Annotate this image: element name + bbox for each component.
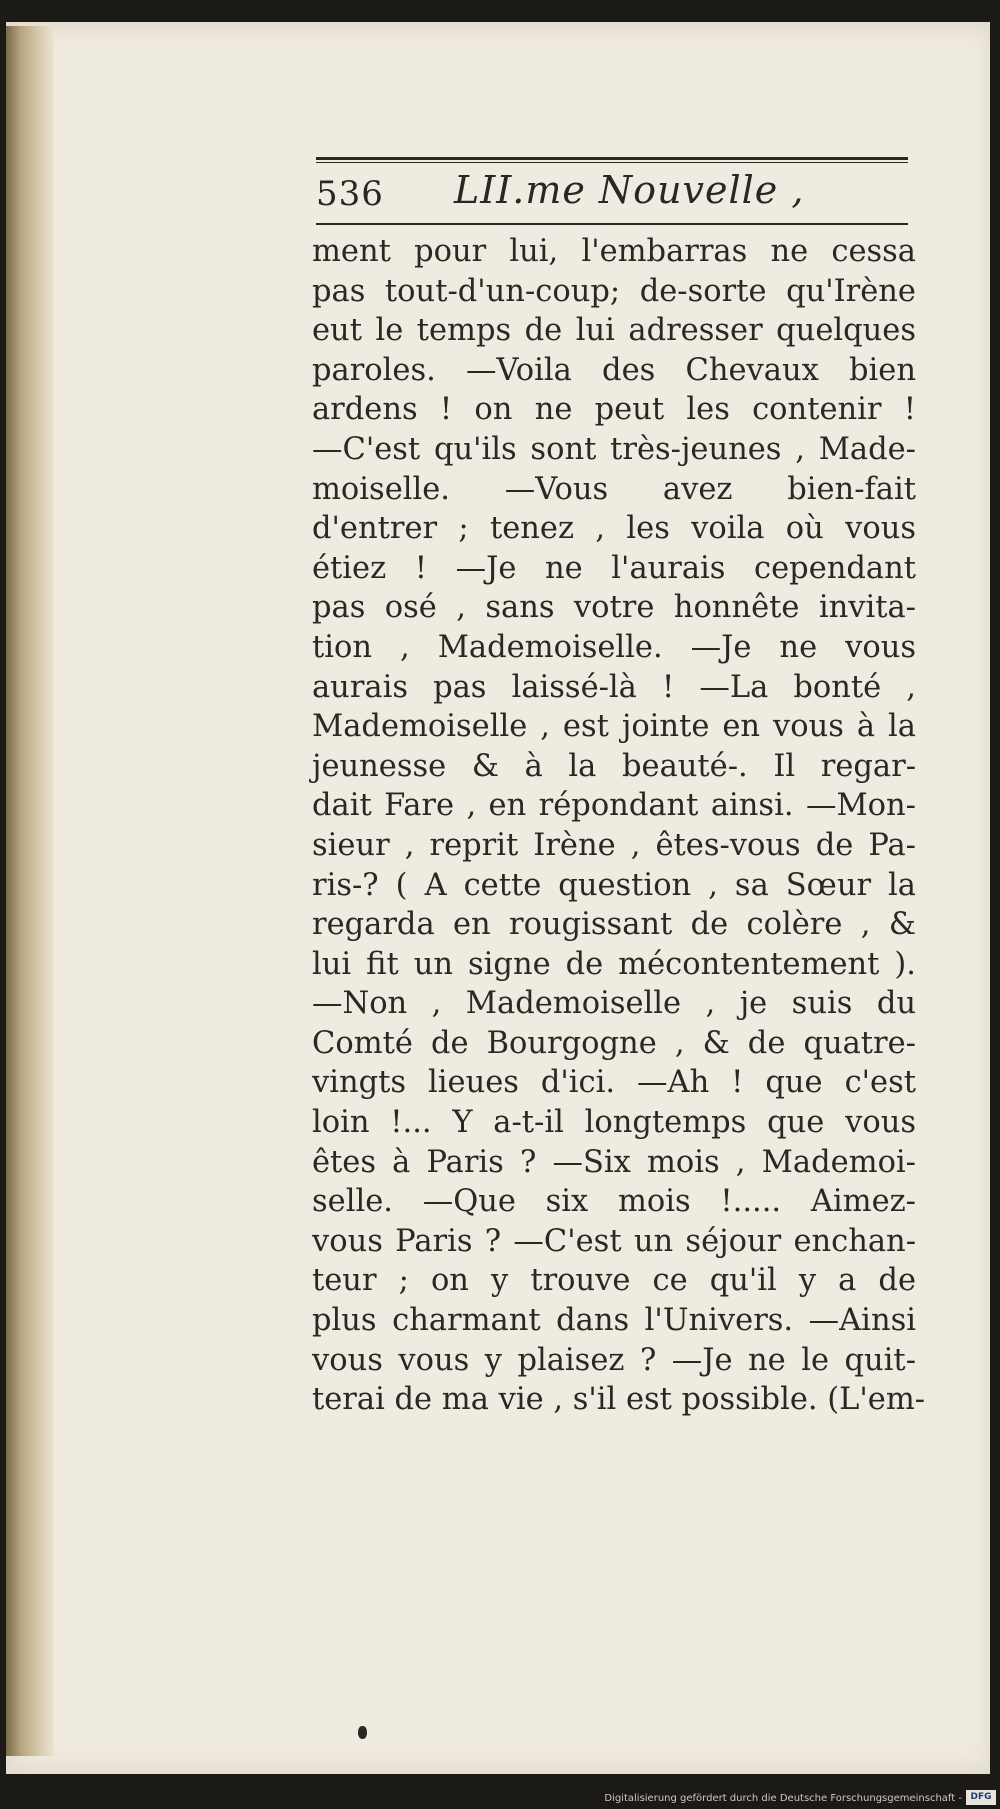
header-rule-top: [316, 157, 908, 160]
text-line: pas osé , sans votre honnête invita-: [312, 590, 916, 626]
body-text: [312, 232, 926, 1420]
text-line: eut le temps de lui adresser quelques: [312, 313, 916, 349]
header-rule-top-thin: [316, 162, 908, 163]
page-header: [316, 168, 908, 220]
text-line: selle. —Que six mois !..... Aimez-: [312, 1184, 916, 1220]
text-line: moiselle. —Vous avez bien-fait: [312, 471, 916, 507]
text-line: vous vous y plaisez ? —Je ne le quit-: [312, 1342, 916, 1378]
text-line: loin !... Y a-t-il longtemps que vous: [312, 1105, 916, 1141]
digitization-credit: Digitalisierung gefördert durch die Deutsche Forschungsgemeinschaft -: [604, 1793, 962, 1804]
text-line: —Non , Mademoiselle , je suis du: [312, 986, 916, 1022]
text-line: ment pour lui, l'embarras ne cessa: [312, 234, 916, 269]
text-line: plus charmant dans l'Univers. —Ainsi: [312, 1303, 916, 1339]
text-line: dait Fare , en répondant ainsi. —Mon-: [312, 788, 916, 824]
page-binding-edge: [6, 26, 54, 1756]
text-line: ardens ! on ne peut les contenir !: [312, 392, 916, 428]
text-line: teur ; on y trouve ce qu'il y a de: [312, 1263, 916, 1299]
text-line: jeunesse & à la beauté-. Il regar-: [312, 748, 916, 784]
text-line: terai de ma vie , s'il est possible. (L'em-: [312, 1382, 926, 1418]
text-line: pas tout-d'un-coup; de-sorte qu'Irène: [312, 273, 916, 309]
text-line: paroles. —Voila des Chevaux bien: [312, 352, 916, 388]
ink-speck: [358, 1726, 367, 1739]
text-line: êtes à Paris ? —Six mois , Mademoi-: [312, 1144, 916, 1180]
text-line: sieur , reprit Irène , êtes-vous de Pa-: [312, 827, 916, 863]
text-line: vingts lieues d'ici. —Ah ! que c'est: [312, 1065, 916, 1101]
dfg-logo-badge: DFG: [966, 1790, 996, 1805]
text-line: tion , Mademoiselle. —Je ne vous: [312, 629, 916, 665]
text-line: regarda en rougissant de colère , &: [312, 907, 916, 943]
text-line: Mademoiselle , est jointe en vous à la: [312, 709, 916, 745]
text-line: lui fit un signe de mécontentement ).: [312, 946, 916, 982]
text-line: d'entrer ; tenez , les voila où vous: [312, 511, 916, 547]
page-right-edge: [990, 22, 1000, 1774]
text-line: Comté de Bourgogne , & de quatre-: [312, 1025, 916, 1061]
text-line: aurais pas laissé-là ! —La bonté ,: [312, 669, 916, 705]
text-line: vous Paris ? —C'est un séjour enchan-: [312, 1223, 916, 1259]
running-title: LII.me Nouvelle ,: [454, 168, 805, 212]
text-line: ris-? ( A cette question , sa Sœur la: [312, 867, 916, 903]
text-line: —C'est qu'ils sont très-jeunes , Made-: [312, 431, 916, 467]
text-line: étiez ! —Je ne l'aurais cependant: [312, 550, 916, 586]
page-number: 536: [316, 174, 384, 214]
header-rule-bottom: [316, 223, 908, 225]
